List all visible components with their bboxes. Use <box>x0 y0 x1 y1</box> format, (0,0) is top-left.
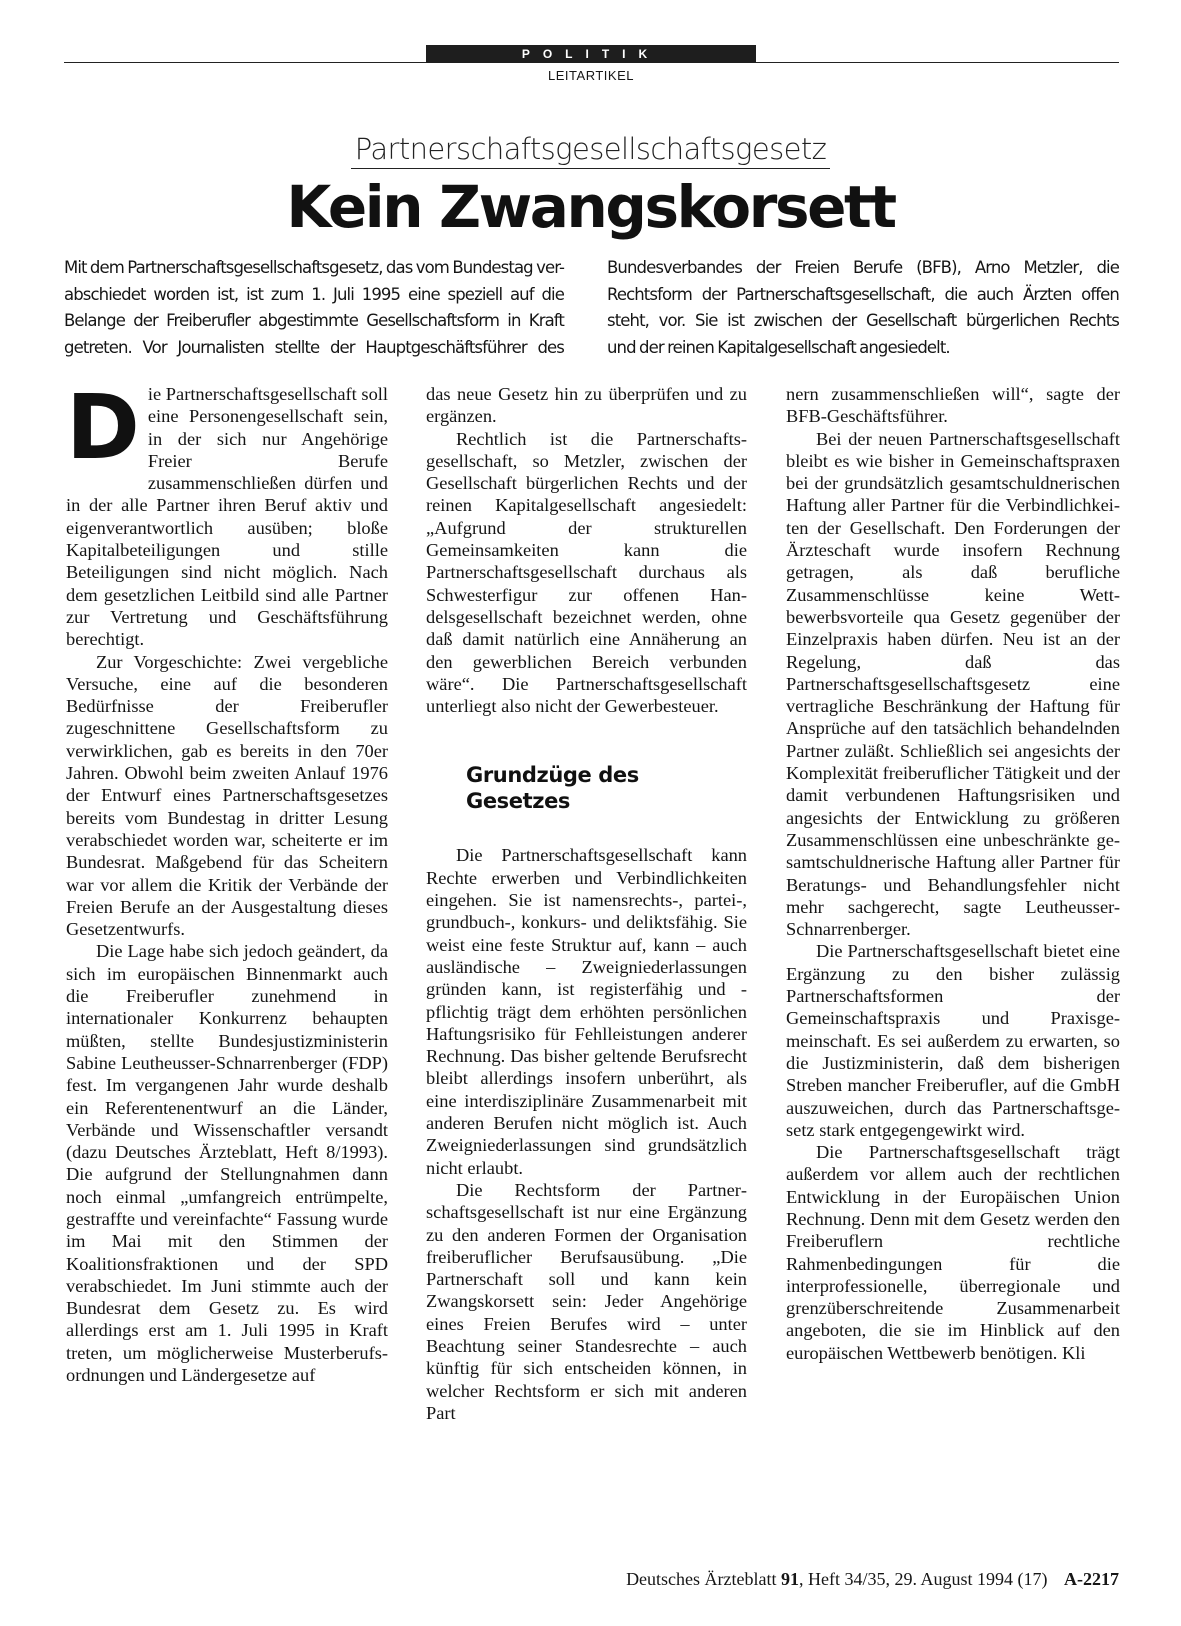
kicker-text: Partnerschaftsgesellschaftsgesetz <box>351 132 830 169</box>
lead-line: Rechtsform der Partnerschaftsgesellschaft, die auch Ärzten offen <box>607 284 1119 304</box>
paragraph: Bei der neuen Partnerschaftsgesellschaft bleibt es wie bisher in Gemeinschaftspraxen bei der grundsätzlich gesamtschuldnerischen Haftung aller Partner für die Verbindlichkeiten der Gesellschaft. Den Forderungen der Ärzteschaft wurde insofern Rechnung getragen, als daß berufliche Zusammenschlüsse keine Wettbewerbsvorteile qua Gesetz gegenüber der Einzelpraxis haben dürfen. Neu ist an der Regelung, daß das Partnerschaftsgesellschaftsgesetz eine vertragliche Beschränkung der Haftung für Ansprüche auf den tatsächlich behandelnden Partner zuläßt. Schließlich sei angesichts der Komplexität freiberuflicher Tätigkeit und der damit verbundenen Haftungsrisiken und angesichts der Entwicklung zu größeren Zusammenschlüssen eine unbeschränkte gesamtschuldnerische Haftung aller Partner für Beratungs- und Behandlungsfehler nicht mehr sachgerecht, sagte Leutheusser-Schnarrenberger. <box>786 428 1120 940</box>
lead-line: getreten. Vor Journalisten stellte der Hauptgeschäftsführer des <box>64 337 564 357</box>
lead-line: abschiedet worden ist, ist zum 1. Juli 1995 eine speziell auf die <box>64 284 564 304</box>
body-column-1 <box>66 375 388 1386</box>
lead-column-1 <box>64 255 564 361</box>
lead-line: und der reinen Kapitalgesellschaft angesiedelt. <box>607 337 950 357</box>
page-number: A-2217 <box>1064 1569 1119 1589</box>
paragraph: Die Partnerschaftsgesellschaft trägt außerdem vor allem auch der rechtlichen Entwicklung in der Europäischen Union Rechnung. Denn mit dem Gesetz werden den Freiberuflern rechtliche Rahmenbedingungen für die interprofessionelle, überregionale und grenzüberschreitende Zusammenarbeit angeboten, die sie im Hinblick auf den europäischen Wettbewerb benötigen. Kli <box>786 1142 1120 1363</box>
paragraph: Zur Vorgeschichte: Zwei vergebliche Versuche, eine auf die besonderen Bedürfnisse der Freiberufler zugeschnittene Gesellschaftsform zu verwirklichen, gab es bereits in den 70er Jahren. Obwohl beim zweiten Anlauf 1976 der Entwurf eines Partnerschaftsgesetzes bereits vom Bundestag in dritter Lesung verabschiedet worden war, scheiterte er im Bundesrat. Maßgebend für das Scheitern war vor allem die Kritik der Verbände der Freien Berufe an der Ausgestaltung dieses Gesetzentwurfs. <box>66 651 388 940</box>
paragraph: Die Partnerschaftsgesellschaft kann Rechte erwerben und Verbindlichkeiten eingehen. Sie ist namensrechts-, partei-, grundbuch-, konkurs- und deliktsfähig. Sie weist eine feste Struktur auf, kann – auch ausländische – Zweigniederlassungen gründen kann, ist registerfähig und -pflichtig trägt dem erhöhten persönlichen Haftungsrisiko für Fehlleistungen anderer Rechnung. Das bisher geltende Berufsrecht bleibt allerdings insofern unberührt, als eine interdisziplinäre Zusammenarbeit mit anderen Berufen nicht möglich ist. Auch Zweigniederlassungen sind grundsätzlich nicht erlaubt. <box>426 845 747 1178</box>
drop-cap: D <box>66 375 140 479</box>
category-label: LEITARTIKEL <box>548 68 634 83</box>
section-subhead: Grundzüge des Gesetzes <box>466 763 639 814</box>
body-column-3 <box>786 383 1120 1364</box>
paragraph: das neue Gesetz hin zu überprüfen und zu ergänzen. <box>426 384 747 427</box>
paragraph: Die Partnerschaftsgesellschaft bietet eine Ergänzung zu den bisher zulässig Partnerschaftsformen der Gemeinschaftspraxis und Praxisgemeinschaft. Es sei außerdem zu erwarten, so die Justizministerin, daß dem bisherigen Streben mancher Freiberufler, auf die GmbH auszuweichen, durch das Partnerschaftsgesetz stark entgegengewirkt wird. <box>786 941 1120 1140</box>
lead-column-2 <box>607 255 1119 361</box>
article-headline: Kein Zwangskorsett <box>286 173 895 241</box>
lead-line: Belange der Freiberufler abgestimmte Gesellschaftsform in Kraft <box>64 311 564 330</box>
article-kicker <box>0 132 1181 166</box>
lead-line: steht, vor. Sie ist zwischen der Gesellschaft bürgerlichen Rechts <box>607 311 1119 330</box>
paragraph: Die Lage habe sich jedoch geändert, da sich im europäischen Binnenmarkt auch die Freiberufler zunehmend in internationaler Konkurrenz behaupten müßten, stellte Bundesjustizministerin Sabine Leutheusser-Schnarrenberger (FDP) fest. Im vergangenen Jahr wurde deshalb ein Referentenentwurf an die Länder, Verbände und Wissenschaftler versandt (dazu Deutsches Ärzteblatt, Heft 8/1993). Die aufgrund der Stellungnahmen dann noch einmal „umfangreich entrümpelte, gestraffte und vereinfachte“ Fassung wurde im Mai mit den Stimmen der Koalitionsfraktionen und der SPD verabschiedet. Im Juni stimmte auch der Bundesrat dem Gesetz zu. Es wird allerdings erst am 1. Juli 1995 in Kraft treten, um möglicherweise Musterberufsordnungen und Ländergesetze auf <box>66 941 388 1386</box>
paragraph: ie Partnerschaftsgesellschaft soll eine Personengesellschaft sein, in der sich nur Angehörige Freier Berufe zusammenschließen dürfen und in der alle Partner ihren Beruf aktiv und eigenverantwortlich ausüben; bloße Kapitalbeteiligungen und stille Beteiligungen sind nicht möglich. Nach dem gesetzlichen Leitbild sind alle Partner zur Vertretung und Geschäftsführung berechtigt. <box>66 384 388 650</box>
journal-name: Deutsches Ärzteblatt <box>626 1569 782 1589</box>
volume-number: 91 <box>781 1569 800 1589</box>
lead-line: Mit dem Partnerschaftsgesellschaftsgesetz, das vom Bundestag ver- <box>64 258 565 277</box>
paragraph: Die Rechtsform der Partnerschaftsgesellschaft ist nur eine Ergänzung zu den anderen Formen der Organisation freiberuflicher Berufsausübung. „Die Partnerschaft soll und kann kein Zwangskorsett sein: Jeder Angehörige eines Freien Berufes wird – unter Beachtung seiner Standesrechte – auch künftig für sich entscheiden können, in welcher Rechtsform er sich mit anderen Part <box>426 1179 747 1423</box>
body-column-2 <box>426 383 747 1424</box>
lead-line: Bundesverbandes der Freien Berufe (BFB), Arno Metzler, die <box>607 258 1119 277</box>
page-footer <box>626 1569 1119 1590</box>
section-label: POLITIK <box>426 45 756 63</box>
issue-info: , Heft 34/35, 29. August 1994 (17) <box>799 1569 1048 1589</box>
paragraph: nern zusammenschließen will“, sagte der BFB-Geschäftsführer. <box>786 384 1120 427</box>
paragraph: Rechtlich ist die Partnerschaftsgesellschaft, so Metzler, zwischen der Gesellschaft bürgerlichen Rechts und der reinen Kapitalgesellschaft angesiedelt: „Aufgrund der strukturellen Gemeinsamkeiten kann die Partnerschaftsgesellschaft durchaus als Schwesterfigur zur offenen Handelsgesellschaft bezeichnet werden, ohne daß damit natürlich eine Annäherung an den gewerblichen Bereich verbunden wäre“. Die Partnerschaftsgesellschaft unterliegt also nicht der Gewerbesteuer. <box>426 428 747 717</box>
